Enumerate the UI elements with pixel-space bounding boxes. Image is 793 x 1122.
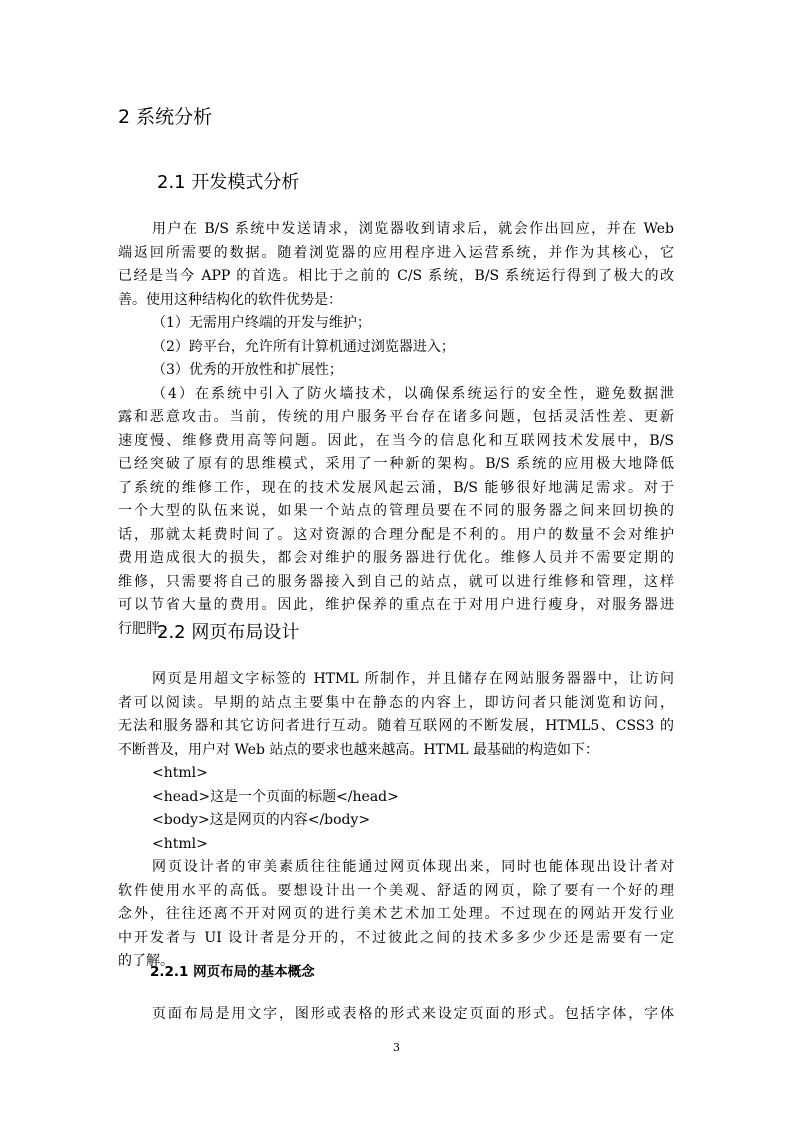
paragraph-line: 已经突破了原有的思维模式，采用了一种新的架构。B/S 系统的应用极大地降低 (118, 456, 674, 472)
paragraph-line: 速度慢、维修费用高等问题。因此，在当今的信息化和互联网技术发展中，B/S (118, 432, 674, 449)
paragraph-line: 无法和服务器和其它访问者进行互动。随着互联网的不断发展，HTML5、CSS3 的 (118, 718, 674, 734)
list-item: （2）跨平台，允许所有计算机通过浏览器进入； (152, 338, 455, 355)
list-item: （4）在系统中引入了防火墙技术，以确保系统运行的安全性，避免数据泄 (152, 385, 674, 402)
list-item: （3）优秀的开放性和扩展性； (152, 362, 343, 378)
paragraph-line: 念外，往往还离不开对网页的进行美术艺术加工处理。不过现在的网站开发行业 (118, 906, 674, 922)
code-line: <head>这是一个页面的标题</head> (152, 788, 399, 805)
subsection-heading-2-2-1: 2.2.1 网页布局的基本概念 (150, 964, 315, 980)
code-line: <body>这是网页的内容</body> (152, 812, 371, 828)
subsection-heading-2-2: 2.2 网页布局设计 (157, 622, 300, 643)
paragraph-line: 维修，只需要将自己的服务器接入到自己的站点，就可以进行维修和管理，这样 (118, 573, 674, 590)
paragraph-line: 页面布局是用文字，图形或表格的形式来设定页面的形式。包括字体，字体 (152, 1006, 674, 1022)
paragraph-line: 中开发者与 UI 设计者是分开的，不过彼此之间的技术多多少少还是需要有一定 (118, 929, 674, 946)
paragraph-line: 可以节省大量的费用。因此，维护保养的重点在于对用户进行瘦身，对服务器进 (118, 597, 674, 613)
section-2-1-body (118, 218, 674, 641)
code-line: <html> (152, 765, 208, 781)
paragraph-line: 善。使用这种结构化的软件优势是： (118, 291, 342, 308)
paragraph-line: 露和恶意攻击。当前，传统的用户服务平台存在诸多问题，包括灵活性差、更新 (118, 409, 674, 425)
paragraph-line: 软件使用水平的高低。要想设计出一个美观、舒适的网页，除了要有一个好的理 (118, 882, 674, 899)
section-heading: 2 系统分析 (118, 106, 213, 128)
paragraph-line: 费用造成很大的损失，都会对维护的服务器进行优化。维修人员并不需要定期的 (118, 550, 674, 566)
paragraph-line: 网页设计者的审美素质往往能通过网页体现出来，同时也能体现出设计者对 (152, 859, 674, 875)
paragraph-line: 已经是当今 APP 的首选。相比于之前的 C/S 系统，B/S 系统运行得到了极大的改 (118, 268, 674, 284)
code-line: <html> (152, 835, 208, 852)
page-number: 3 (393, 1041, 400, 1054)
paragraph-line: 一个大型的队伍来说，如果一个站点的管理员要在不同的服务器之间来回切换的 (118, 503, 674, 519)
paragraph-line: 网页是用超文字标签的 HTML 所制作，并且储存在网站服务器器中，让访问 (152, 671, 674, 687)
paragraph-line: 用户在 B/S 系统中发送请求，浏览器收到请求后，就会作出回应，并在 Web (152, 221, 674, 237)
section-2-2-body (118, 668, 674, 974)
list-item: （1）无需用户终端的开发与维护； (152, 315, 371, 331)
paragraph-line: 行肥胖。 (118, 620, 174, 637)
paragraph-line: 话，那就太耗费时间了。这对资源的合理分配是不利的。用户的数量不会对维护 (118, 526, 674, 543)
paragraph-line: 端返回所需要的数据。随着浏览器的应用程序进入运营系统，并作为其核心，它 (118, 244, 674, 261)
subsection-heading-2-1: 2.1 开发模式分析 (157, 172, 300, 193)
section-2-2-1-body (118, 1003, 674, 1027)
paragraph-line: 不断普及，用户对 Web 站点的要求也越来越高。HTML 最基础的构造如下： (118, 741, 600, 758)
paragraph-line: 者可以阅读。早期的站点主要集中在静态的内容上，即访问者只能浏览和访问， (118, 694, 674, 711)
paragraph-line: 的了解。 (118, 953, 174, 969)
paragraph-line: 了系统的维修工作，现在的技术发展风起云涌，B/S 能够很好地满足需求。对于 (118, 479, 674, 496)
